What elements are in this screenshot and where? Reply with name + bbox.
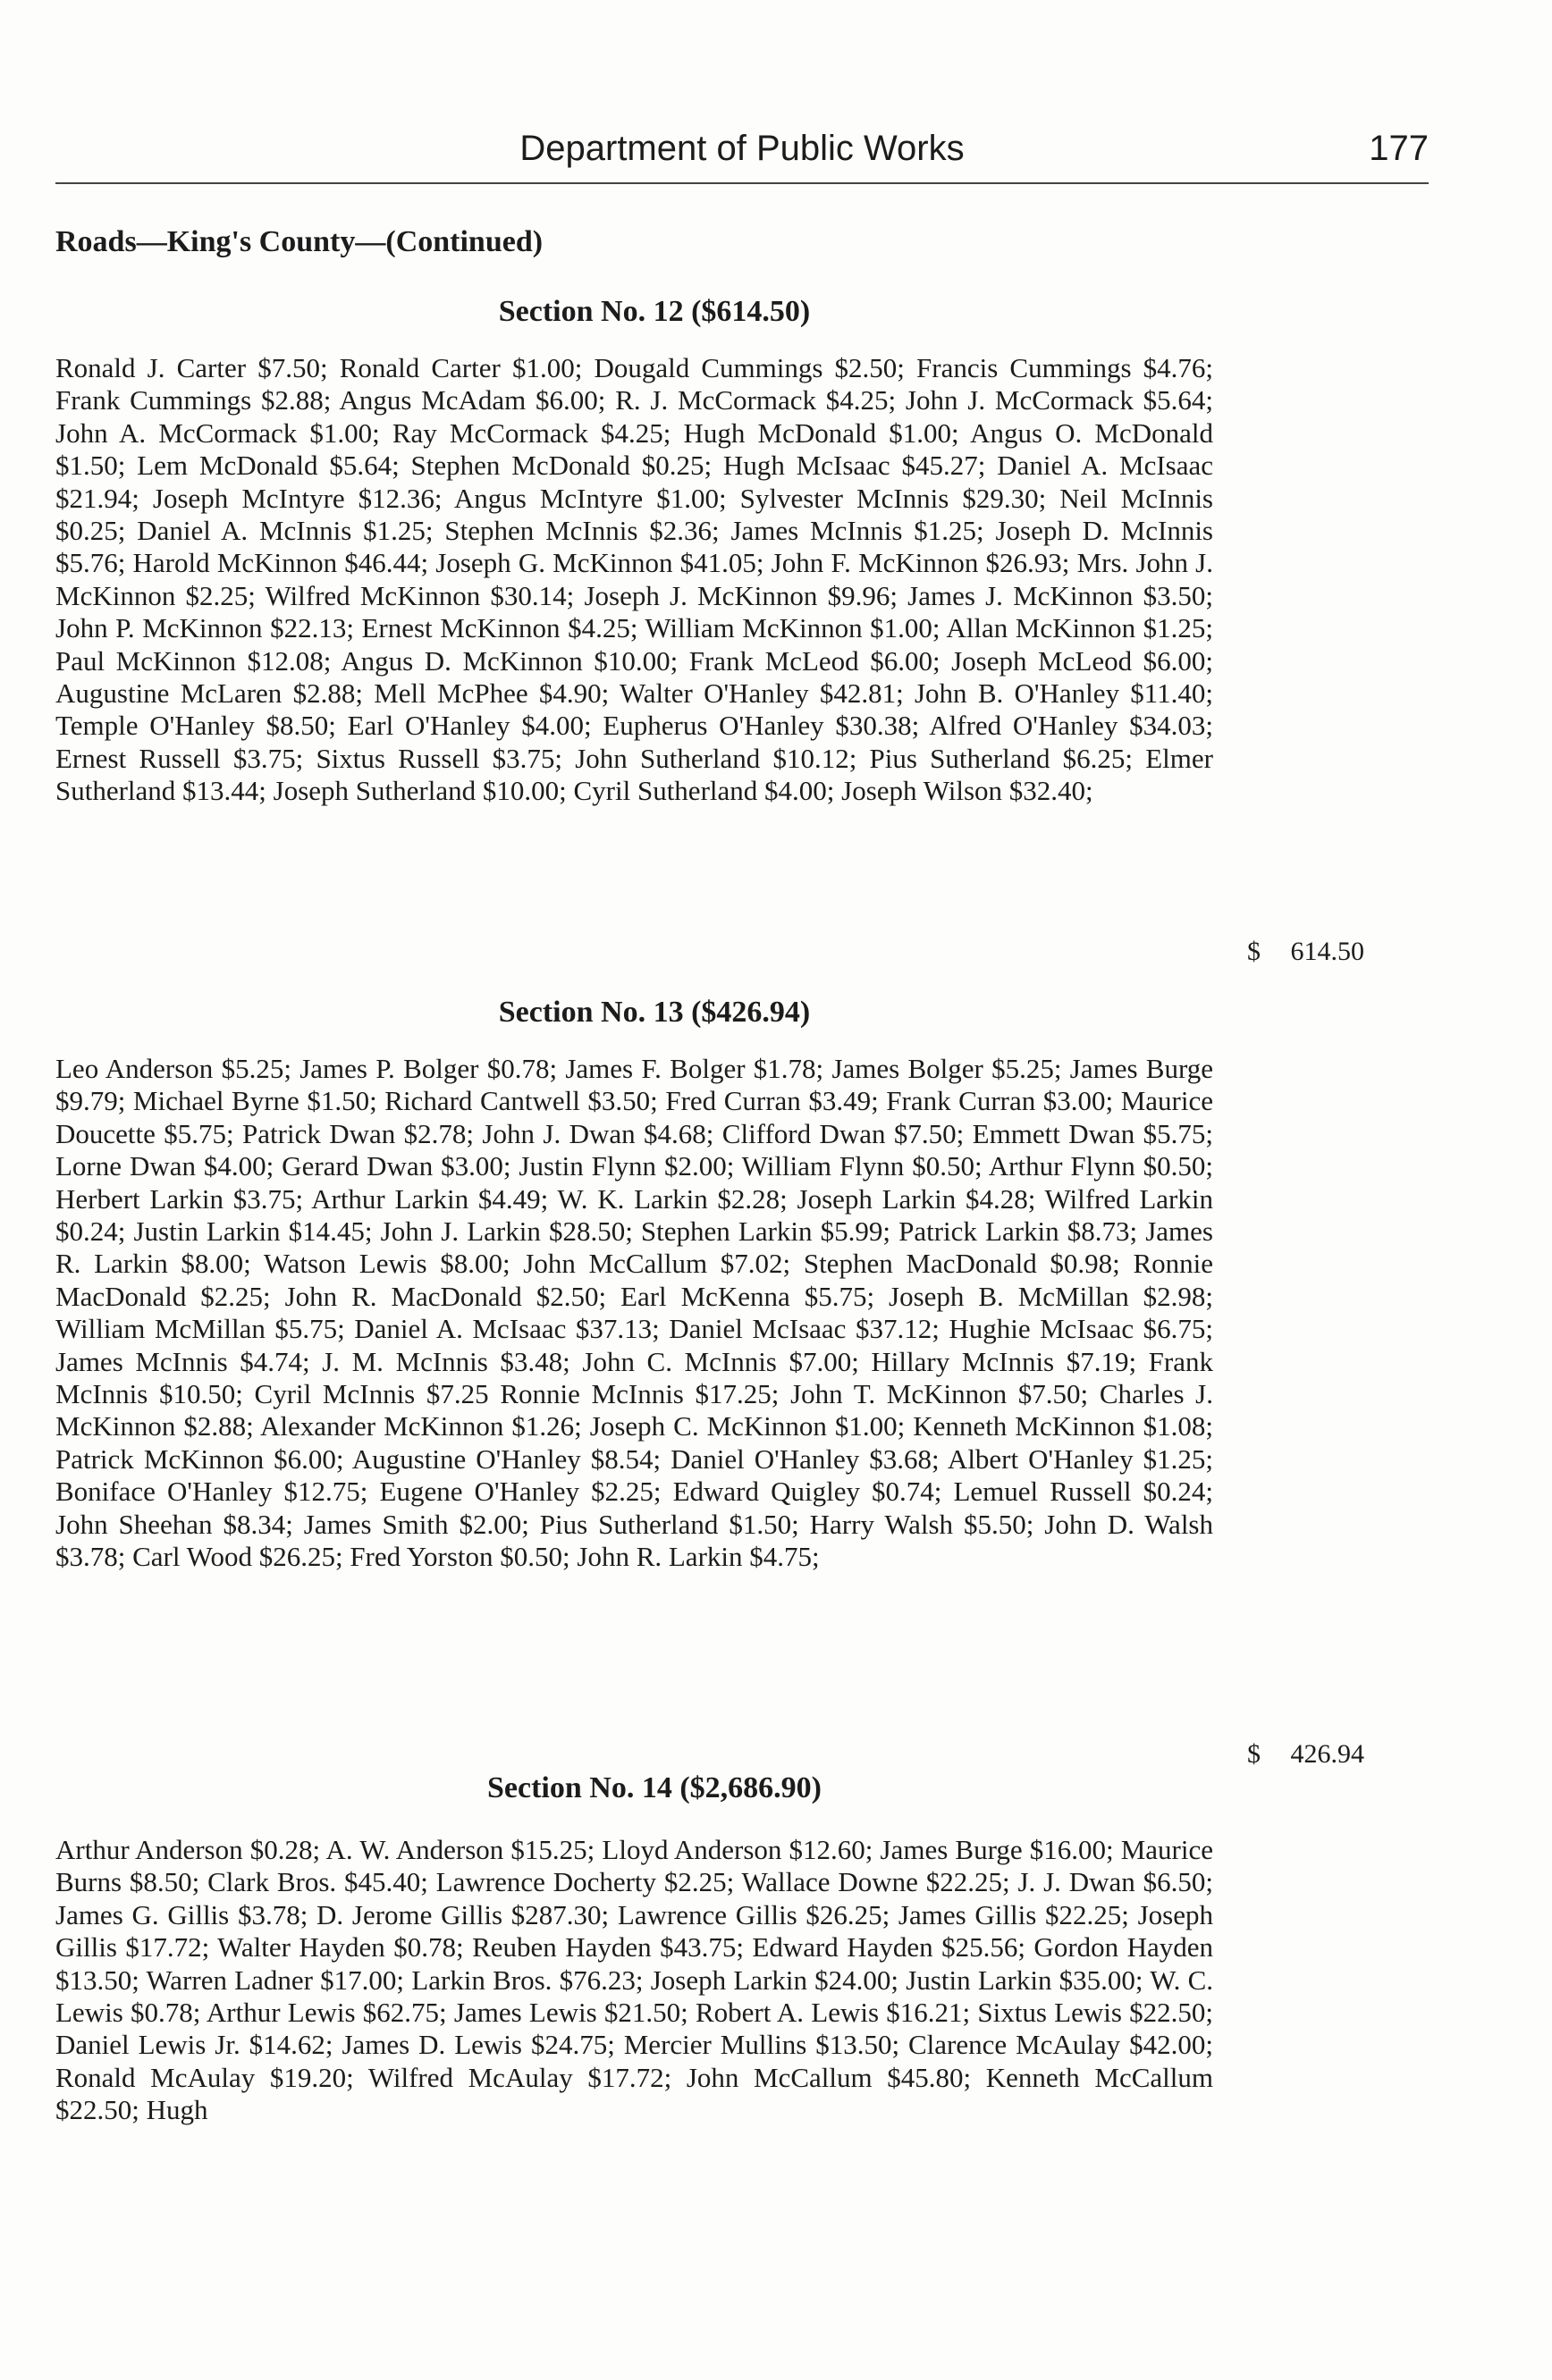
page-number: 177	[1369, 129, 1429, 168]
page-title: Department of Public Works	[519, 129, 965, 168]
total-amount: 614.50	[1290, 937, 1364, 966]
section-paragraph: Arthur Anderson $0.28; A. W. Anderson $15.25; Lloyd Anderson $12.60; James Burge $16.00; Maurice Burns $8.50; Clark Bros. $45.40; Lawrence Docherty $2.25; Wallace Downe $22.25; J. J. Dwan $6.50; James G. Gillis $3.78; D. Jerome Gillis $287.30; Lawrence Gillis $26.25; James Gillis $22.25; Joseph Gillis $17.72; Walter Hayden $0.78; Reuben Hayden $43.75; Edward Hayden $25.56; Gordon Hayden $13.50; Warren Ladner $17.00; Larkin Bros. $76.23; Joseph Larkin $24.00; Justin Larkin $35.00; W. C. Lewis $0.78; Arthur Lewis $62.75; James Lewis $21.50; Robert A. Lewis $16.21; Sixtus Lewis $22.50; Daniel Lewis Jr. $14.62; James D. Lewis $24.75; Mercier Mullins $13.50; Clarence McAulay $42.00; Ronald McAulay $19.20; Wilfred McAulay $17.72; John McCallum $45.80; Kenneth McCallum $22.50; Hugh	[55, 1834, 1213, 2126]
section-heading: Section No. 14 ($2,686.90)	[487, 1771, 822, 1804]
section-paragraph: Leo Anderson $5.25; James P. Bolger $0.78; James F. Bolger $1.78; James Bolger $5.25; James Burge $9.79; Michael Byrne $1.50; Richard Cantwell $3.50; Fred Curran $3.49; Frank Curran $3.00; Maurice Doucette $5.75; Patrick Dwan $2.78; John J. Dwan $4.68; Clifford Dwan $7.50; Emmett Dwan $5.75; Lorne Dwan $4.00; Gerard Dwan $3.00; Justin Flynn $2.00; William Flynn $0.50; Arthur Flynn $0.50; Herbert Larkin $3.75; Arthur Larkin $4.49; W. K. Larkin $2.28; Joseph Larkin $4.28; Wilfred Larkin $0.24; Justin Larkin $14.45; John J. Larkin $28.50; Stephen Larkin $5.99; Patrick Larkin $8.73; James R. Larkin $8.00; Watson Lewis $8.00; John McCallum $7.02; Stephen MacDonald $0.98; Ronnie MacDonald $2.25; John R. MacDonald $2.50; Earl McKenna $5.75; Joseph B. McMillan $2.98; William McMillan $5.75; Daniel A. McIsaac $37.13; Daniel McIsaac $37.12; Hughie McIsaac $6.75; James McInnis $4.74; J. M. McInnis $3.48; John C. McInnis $7.00; Hillary McInnis $7.19; Frank McInnis $10.50; Cyril McInnis $7.25 Ronnie McInnis $17.25; John T. McKinnon $7.50; Charles J. McKinnon $2.88; Alexander McKinnon $1.26; Joseph C. McKinnon $1.00; Kenneth McKinnon $1.08; Patrick McKinnon $6.00; Augustine O'Hanley $8.54; Daniel O'Hanley $3.68; Albert O'Hanley $1.25; Boniface O'Hanley $12.75; Eugene O'Hanley $2.25; Edward Quigley $0.74; Lemuel Russell $0.24; John Sheehan $8.34; James Smith $2.00; Pius Sutherland $1.50; Harry Walsh $5.50; John D. Walsh $3.78; Carl Wood $26.25; Fred Yorston $0.50; John R. Larkin $4.75;	[55, 1053, 1213, 1573]
page-header	[55, 123, 1429, 184]
dollar-sign: $	[1247, 937, 1261, 966]
section-heading: Section No. 12 ($614.50)	[498, 295, 811, 328]
section-heading: Section No. 13 ($426.94)	[498, 996, 811, 1029]
dollar-sign: $	[1247, 1739, 1261, 1769]
section-paragraph: Ronald J. Carter $7.50; Ronald Carter $1.00; Dougald Cummings $2.50; Francis Cummings $4.76; Frank Cummings $2.88; Angus McAdam $6.00; R. J. McCormack $4.25; John J. McCormack $5.64; John A. McCormack $1.00; Ray McCormack $4.25; Hugh McDonald $1.00; Angus O. McDonald $1.50; Lem McDonald $5.64; Stephen McDonald $0.25; Hugh McIsaac $45.27; Daniel A. McIsaac $21.94; Joseph McIntyre $12.36; Angus McIntyre $1.00; Sylvester McInnis $29.30; Neil McInnis $0.25; Daniel A. McInnis $1.25; Stephen McInnis $2.36; James McInnis $1.25; Joseph D. McInnis $5.76; Harold McKinnon $46.44; Joseph G. McKinnon $41.05; John F. McKinnon $26.93; Mrs. John J. McKinnon $2.25; Wilfred McKinnon $30.14; Joseph J. McKinnon $9.96; James J. McKinnon $3.50; John P. McKinnon $22.13; Ernest McKinnon $4.25; William McKinnon $1.00; Allan McKinnon $1.25; Paul McKinnon $12.08; Angus D. McKinnon $10.00; Frank McLeod $6.00; Joseph McLeod $6.00; Augustine McLaren $2.88; Mell McPhee $4.90; Walter O'Hanley $42.81; John B. O'Hanley $11.40; Temple O'Hanley $8.50; Earl O'Hanley $4.00; Eupherus O'Hanley $30.38; Alfred O'Hanley $34.03; Ernest Russell $3.75; Sixtus Russell $3.75; John Sutherland $10.12; Pius Sutherland $6.25; Elmer Sutherland $13.44; Joseph Sutherland $10.00; Cyril Sutherland $4.00; Joseph Wilson $32.40;	[55, 352, 1213, 807]
total-amount: 426.94	[1290, 1739, 1364, 1769]
running-head: Roads—King's County—(Continued)	[55, 225, 544, 258]
section-total	[0, 937, 1552, 972]
section-total	[0, 1739, 1552, 1775]
